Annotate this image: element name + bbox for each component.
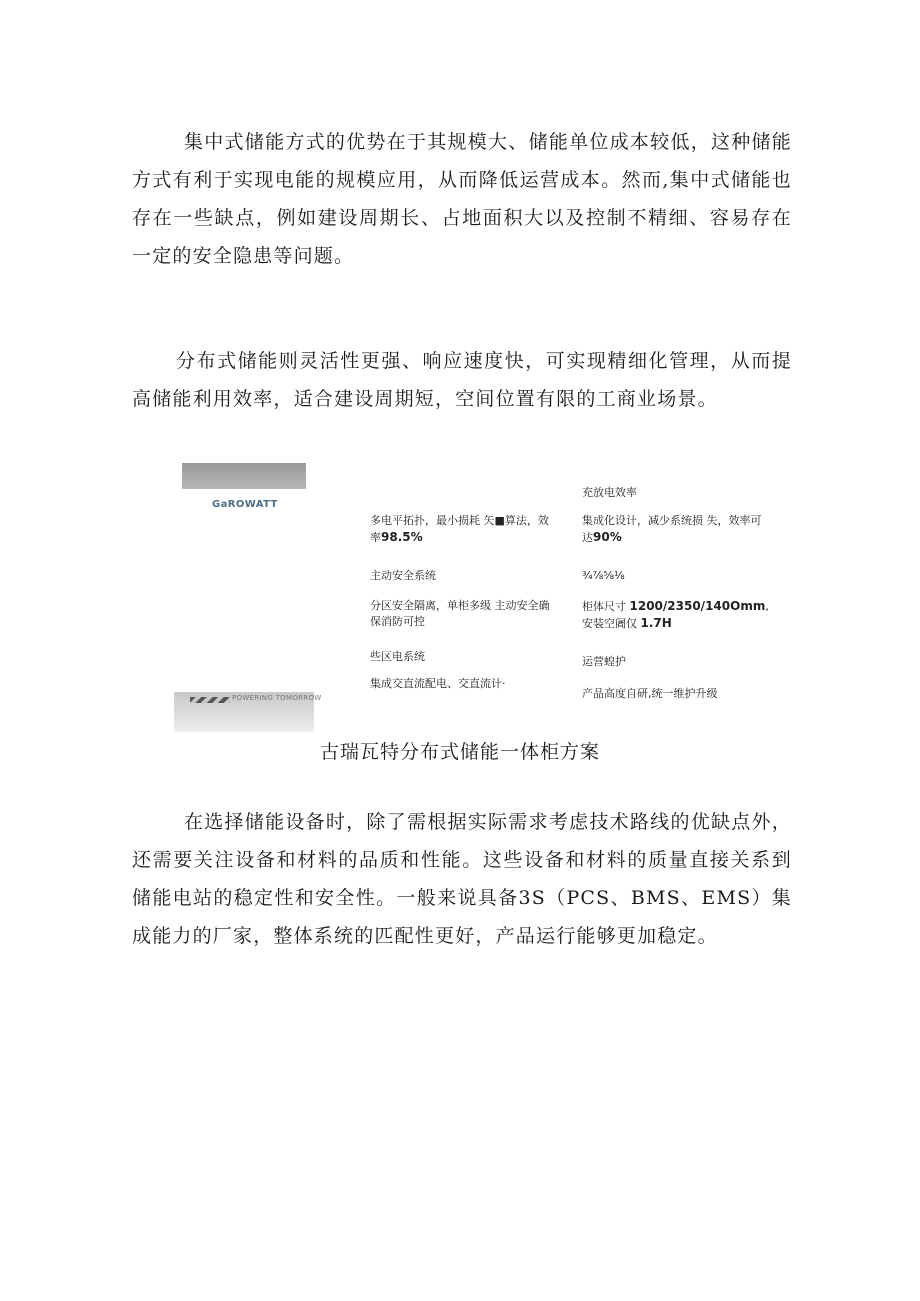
safety-title: 主动安全系统 [370, 569, 436, 582]
paragraph-centralized-storage: 集中式储能方式的优势在于其规模大、储能单位成本较低，这种储能方式有利于实现电能的规模应用，从而降低运营成本。然而,集中式储能也存在一些缺点，例如建设周期长、占地面积大以及控制不精细、容易存在一定的安全隐患等问题。 [132, 131, 792, 267]
dc-title: 些区电系统 [370, 650, 425, 663]
product-banner [174, 692, 322, 732]
size-middle: , 安装空阇仅 [582, 600, 769, 630]
banner-text: POWERING TOMORROW [232, 694, 322, 702]
safety-text: 分区安全隔离，单柜多级 主动安全确保消防可控 [370, 599, 550, 628]
paragraph-distributed-storage: 分布式储能则灵活性更强、响应速度快，可实现精细化管理，从而提高储能利用效率，适合建设周期短，空间位置有限的工商业场景。 [132, 350, 792, 410]
stripe-graphic [190, 697, 230, 703]
garbled-heading: ¾⅞⅝⅛ [582, 569, 625, 582]
cabinet-size [582, 598, 772, 632]
product-figure [170, 460, 770, 740]
dc-text: 集成交直流配电、交直流计· [370, 677, 506, 690]
logo-banner [182, 463, 306, 489]
mppt-value: 98.5% [381, 530, 423, 544]
size-value: 1200/2350/140Omm [629, 599, 766, 613]
size-prefix: 柜体尺寸 [582, 600, 626, 613]
brand-logo: GaROWATT [212, 499, 278, 510]
efficiency-title: 充放电效率 [582, 486, 637, 499]
mppt-feature [370, 513, 552, 546]
ops-text: 产品高度自研,统一维护升级 [582, 687, 718, 700]
mppt-text: 多电平拓扑，最小损耗 矢■算法，效率 [370, 514, 549, 544]
integration-feature [582, 513, 766, 546]
ops-title: 运营蝗护 [582, 655, 626, 668]
integration-value: 90% [593, 530, 622, 544]
figure-caption: 古瑞瓦特分布式储能一体柜方案 [319, 741, 600, 763]
paragraph-device-selection: 在选择储能设备时，除了需根据实际需求考虑技术路线的优缺点外，还需要关注设备和材料的品质和性能。这些设备和材料的质量直接关系到储能电站的稳定性和安全性。一般来说具备3S（PCS、BMS、EMS）集成能力的厂家，整体系统的匹配性更好，产品运行能够更加稳定。 [132, 811, 792, 947]
size-area: 1.7H [640, 616, 672, 630]
integration-text: 集成化设计，减少系统损 失，效率可达 [582, 514, 762, 544]
